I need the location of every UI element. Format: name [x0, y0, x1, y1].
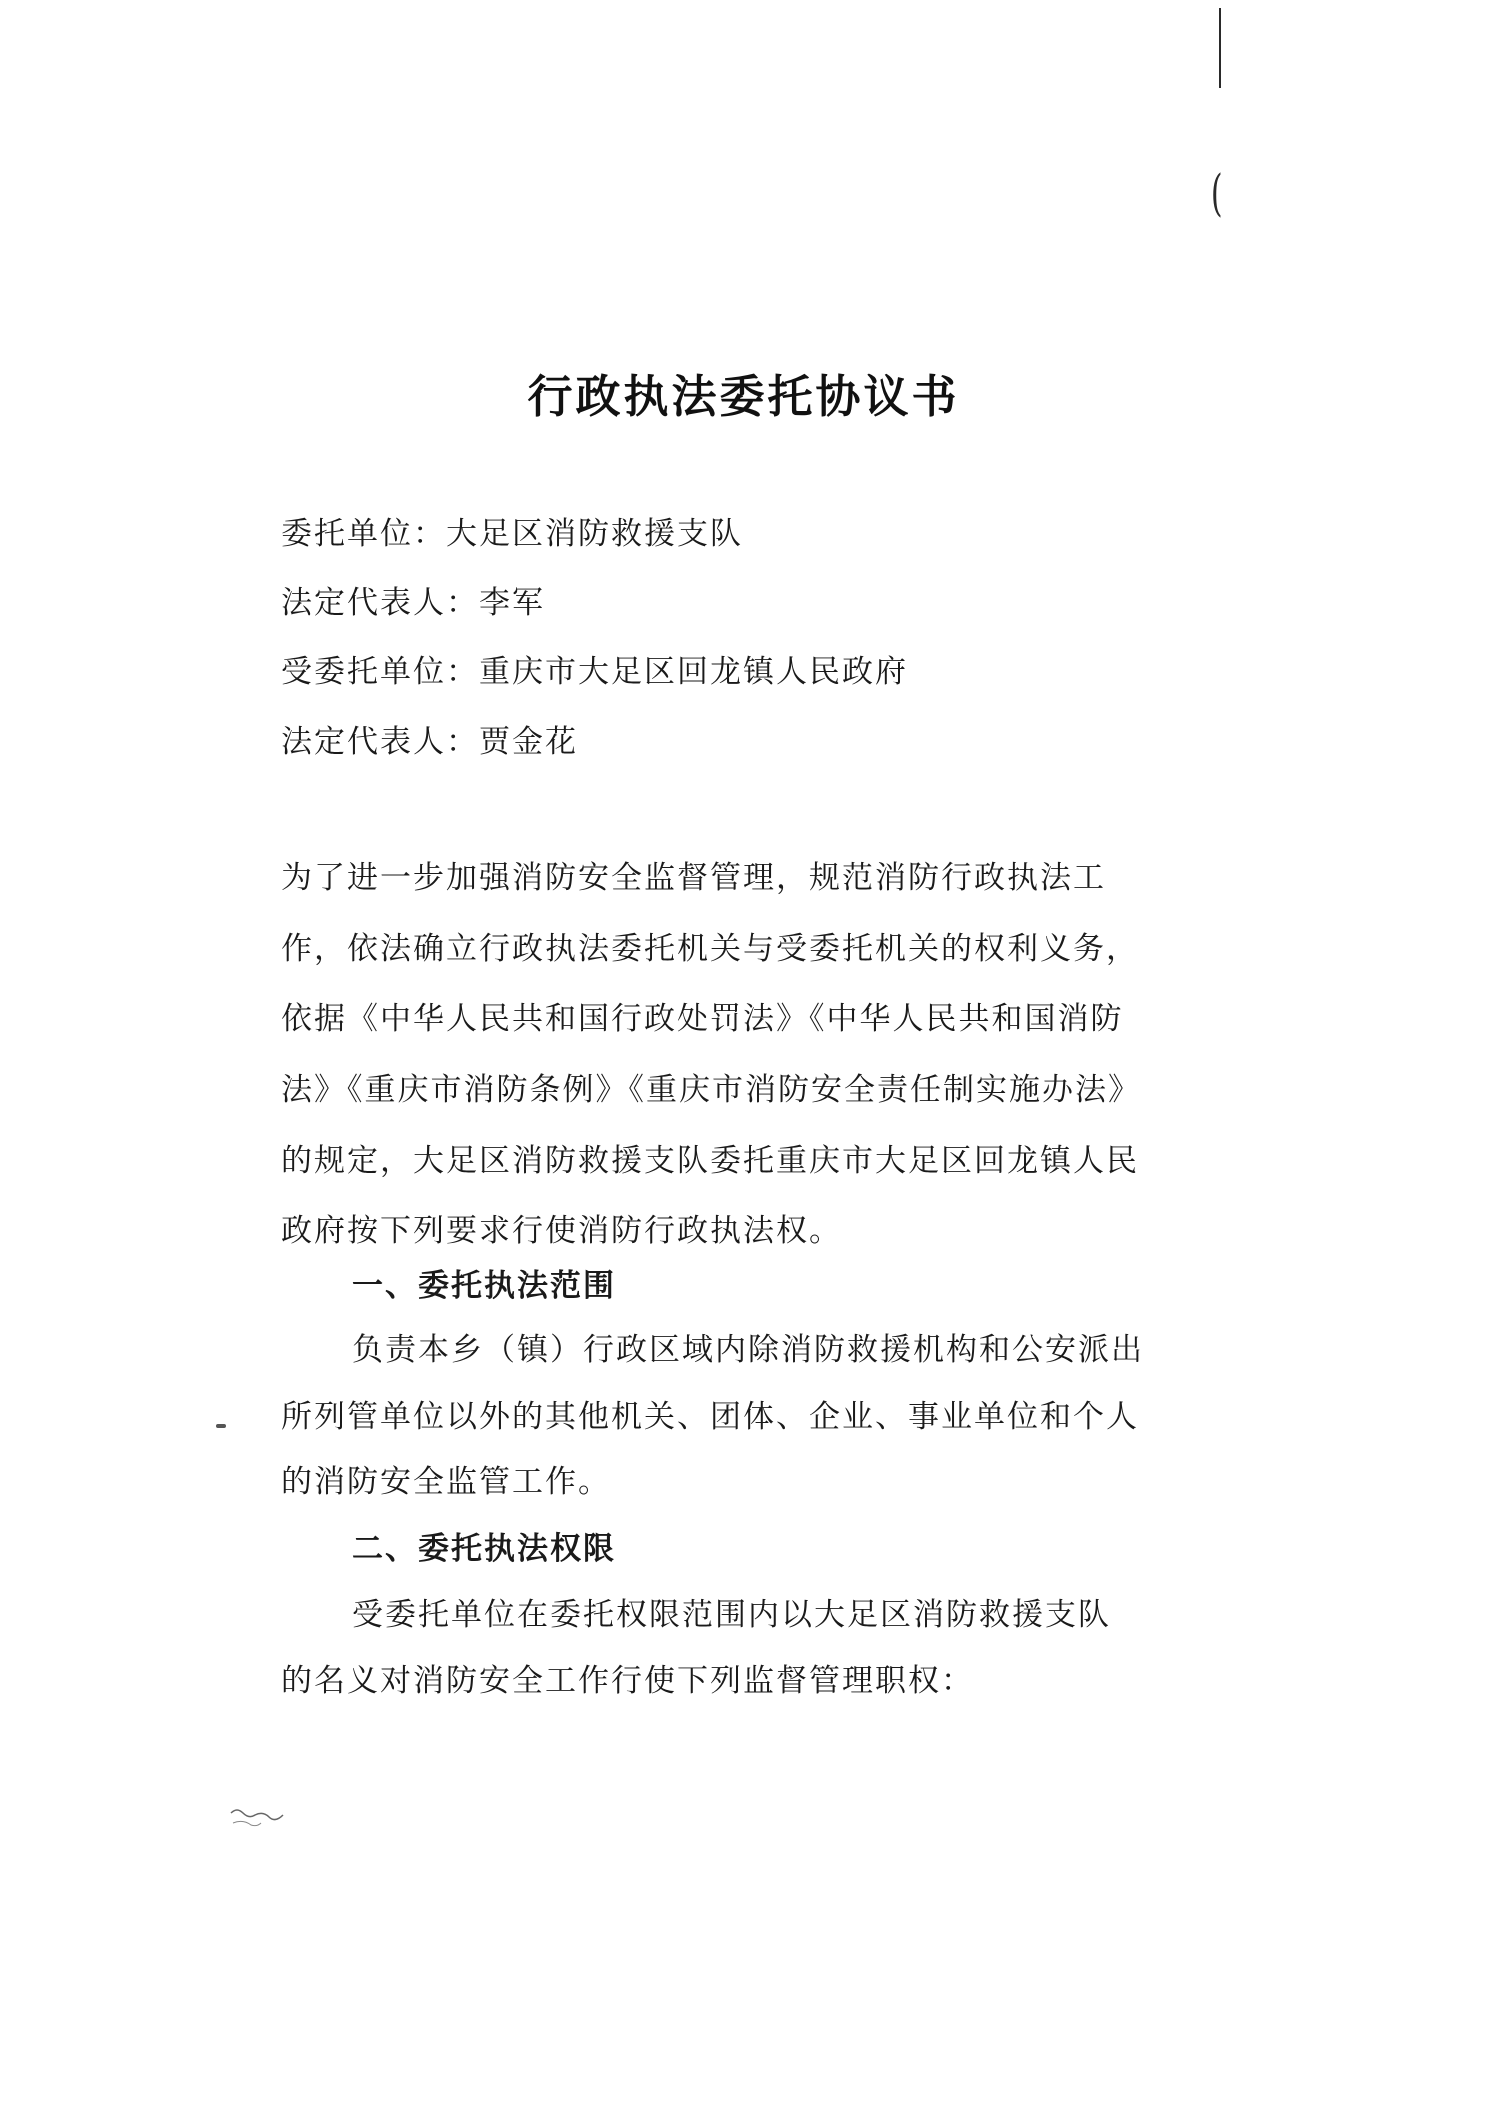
section-line: 的消防安全监管工作。 — [281, 1464, 611, 1500]
section-line: 所列管单位以外的其他机关、团体、企业、事业单位和个人 — [281, 1399, 1139, 1435]
entrusting-representative: 法定代表人：李军 — [281, 585, 545, 621]
preamble-line: 政府按下列要求行使消防行政执法权。 — [281, 1213, 842, 1249]
entrusted-unit: 受委托单位：重庆市大足区回龙镇人民政府 — [281, 654, 908, 690]
entrusted-representative: 法定代表人：贾金花 — [281, 724, 578, 760]
section-heading: 二、委托执法权限 — [352, 1531, 616, 1567]
scan-mark-paren: ( — [1210, 164, 1223, 222]
entrusting-unit: 委托单位：大足区消防救援支队 — [281, 516, 743, 552]
preamble-line: 法》《重庆市消防条例》《重庆市消防安全责任制实施办法》 — [281, 1072, 1141, 1108]
scan-mark-line — [1219, 8, 1221, 88]
preamble-line: 依据《中华人民共和国行政处罚法》《中华人民共和国消防 — [281, 1001, 1124, 1037]
preamble-line: 的规定，大足区消防救援支队委托重庆市大足区回龙镇人民 — [281, 1143, 1139, 1179]
section-line: 的名义对消防安全工作行使下列监督管理职权： — [281, 1663, 974, 1699]
scan-smudge — [229, 1803, 289, 1831]
preamble-line: 为了进一步加强消防安全监督管理，规范消防行政执法工 — [281, 860, 1106, 896]
scan-speck — [216, 1424, 226, 1428]
section-line: 负责本乡（镇）行政区域内除消防救援机构和公安派出 — [352, 1332, 1144, 1368]
section-heading: 一、委托执法范围 — [352, 1268, 616, 1304]
preamble-line: 作，依法确立行政执法委托机关与受委托机关的权利义务， — [281, 931, 1139, 967]
section-line: 受委托单位在委托权限范围内以大足区消防救援支队 — [352, 1597, 1111, 1633]
document-title: 行政执法委托协议书 — [527, 370, 960, 423]
